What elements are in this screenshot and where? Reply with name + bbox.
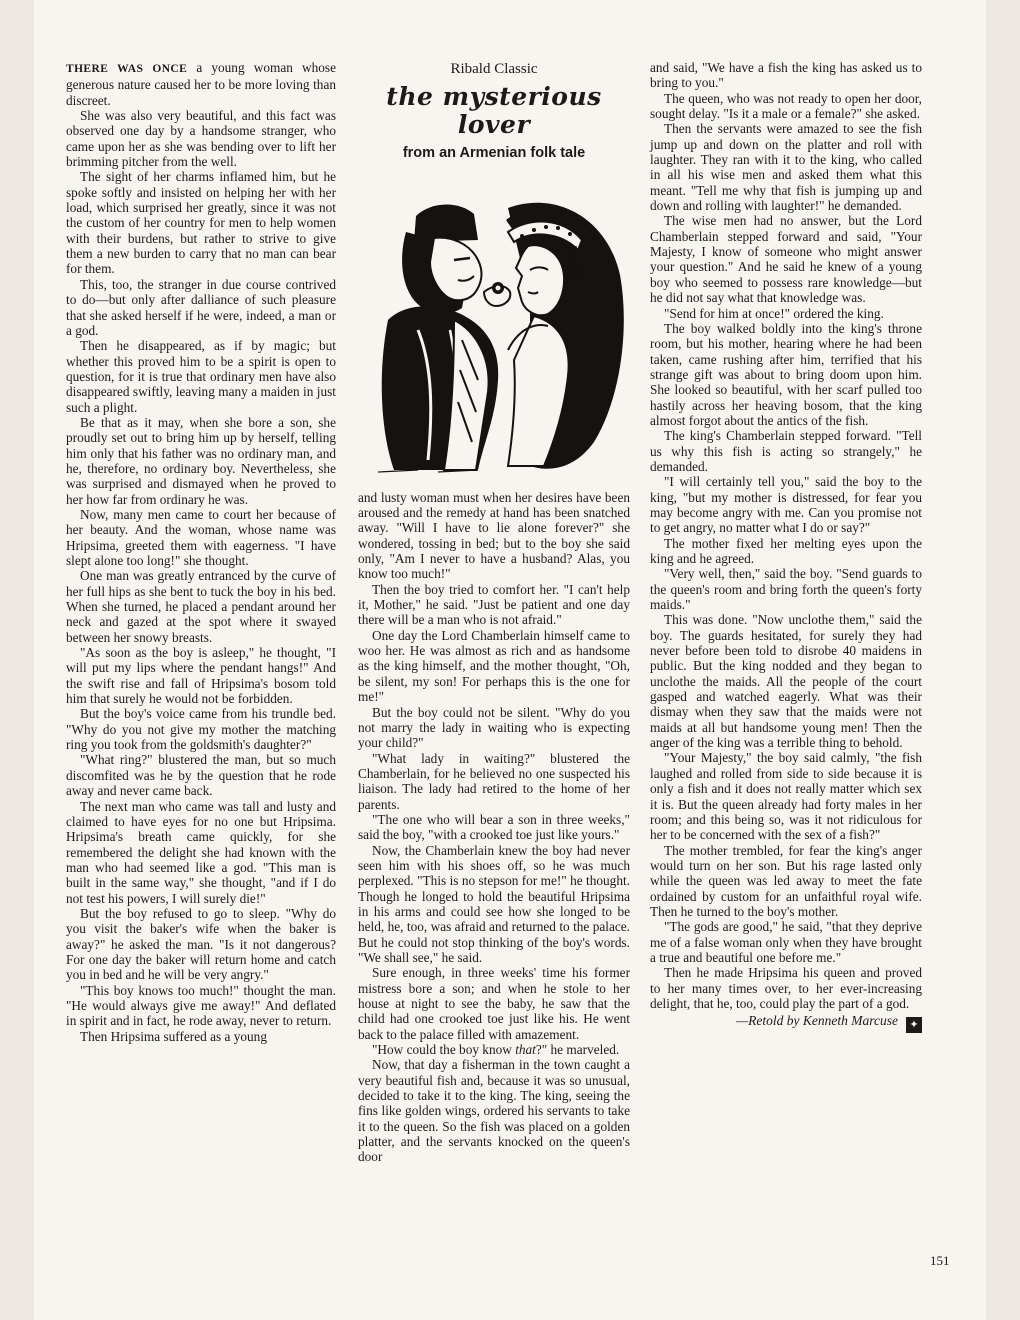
paragraph: Now, the Chamberlain knew the boy had never seen him with his shoes off, so he was much perplexed. "This is no stepson for me!" he thought. Though he longed to hold the beautiful Hripsima in his arms and could see how she longed to be held, he, too, was afraid and returned to the palace. But he could not stop thinking of the boy's words. "We shall see," he said. <box>358 842 630 965</box>
paragraph: and said, "We have a fish the king has asked us to bring to you." <box>650 60 922 91</box>
paragraph: THERE WAS ONCE a young woman whose generous nature caused her to be more loving than discreet. <box>66 60 336 108</box>
paragraph: But the boy's voice came from his trundle bed. "Why do you not give my mother the matching ring you took from the goldsmith's daughter?" <box>66 706 336 753</box>
story-column-3 <box>650 60 922 1033</box>
paragraph: But the boy could not be silent. "Why do you not marry the lady in waiting who is expecting your child?" <box>358 704 630 751</box>
paragraph: "The gods are good," he said, "that they deprive me of a false woman only when they have brought a true and beautiful one before me." <box>650 919 922 965</box>
paragraph: But the boy refused to go to sleep. "Why do you visit the baker's wife when the baker is away?" he asked the man. "Is it not dangerous? For one day the baker will return home and catch you in bed and he will be very angry." <box>66 905 336 983</box>
paragraph: "I will certainly tell you," said the boy to the king, "but my mother is distressed, for fear you may become angry with me. Can you promise not to get angry, no matter what I do or say?" <box>650 474 922 536</box>
paragraph: "Your Majesty," the boy said calmly, "the fish laughed and rolled from side to side because it is only a fish and it does not really matter which sex it is. But the queen already had forty males in her room; and this being so, was it not ridiculous for her to be concerned with the sex of a fish?" <box>650 750 922 843</box>
section-kicker: Ribald Classic <box>450 61 538 77</box>
paragraph: "What lady in waiting?" blustered the Chamberlain, for he believed no one suspected his liaison. The lady had retired to the home of her parents. <box>358 750 630 812</box>
author-signoff: —Retold by Kenneth Marcuse ✦ <box>650 1013 922 1033</box>
paragraph: She was also very beautiful, and this fact was observed one day by a handsome stranger, who came upon her as she was bending over to lift her brimming pitcher from the well. <box>66 108 336 170</box>
paragraph: This was done. "Now unclothe them," said the boy. The guards hesitated, for surely they had never before been told to disrobe 40 maidens in public. But the king nodded and they began to unclothe the maids. All the people of the court gasped and watched eagerly. What was their dismay when they saw that the maids were not maids at all but handsome young men! Then the anger of the king was a terrible thing to behold. <box>650 612 922 751</box>
rabbit-logo-icon: ✦ <box>906 1017 922 1033</box>
paragraph: Sure enough, in three weeks' time his former mistress bore a son; and when he stole to her house at night to see the baby, he saw that the child had one crooked toe just like his. He went back to the palace filled with amazement. <box>358 965 630 1042</box>
paragraph: "This boy knows too much!" thought the man. "He would always give me away!" And deflated in spirit and in fact, he rode away, never to return. <box>66 982 336 1029</box>
paragraph: The sight of her charms inflamed him, but he spoke softly and insisted on helping her with her load, which surprised her greatly, since it was not the custom of her country for men to help women with their burdens, but rather to strive to give them a new burden to carry that no man can bear for them. <box>66 169 336 277</box>
paragraph: The mother trembled, for fear the king's anger would turn on her son. But his rage lasted only while the queen was led away to meet the fate ordained by custom for an unfaithful royal wife. Then he turned to the boy's mother. <box>650 842 922 919</box>
story-header <box>358 62 630 162</box>
paragraph: Now, many men came to court her because of her beauty. And the woman, whose name was Hripsima, greeted them with eagerness. "I have slept alone too long!" she thought. <box>66 506 336 568</box>
lovers-illustration <box>358 180 630 480</box>
paragraph: "As soon as the boy is asleep," he thought, "I will put my lips where the pendant hangs!" And the swift rise and fall of Hripsima's bosom told him that surely he would not be forbidden. <box>66 645 336 707</box>
paragraph: Then the servants were amazed to see the fish jump up and down on the platter and roll with laughter. They ran with it to the king, who called in all his wise men and asked them what this meant. "Tell me why that fish is jumping up and down and rolling with laughter!" he demanded. <box>650 121 922 214</box>
story-subtitle: from an Armenian folk tale <box>402 145 586 162</box>
paragraph: "How could the boy know that?" he marveled. <box>372 1042 620 1058</box>
paragraph: Now, that day a fisherman in the town caught a very beautiful fish and, because it was so unusual, decided to take it to the king. The king, seeing the fins like golden wings, ordered his servants to take it to the queen. So the fish was placed on a golden platter, and the servants knocked on the queen's door <box>358 1057 630 1165</box>
paragraph: Then the boy tried to comfort her. "I can't help it, Mother," he said. "Just be patient and one day there will be a man who is not afraid." <box>358 581 630 628</box>
paragraph: One day the Lord Chamberlain himself came to woo her. He was almost as rich and as handsome as the king himself, and the mother thought, "Oh, be silent, my son! For perhaps this is the one for me!" <box>358 627 630 705</box>
paragraph: The mother fixed her melting eyes upon the king and he agreed. <box>650 535 922 566</box>
paragraph: and lusty woman must when her desires have been aroused and the remedy at hand has been snatched away. "Will I have to lie alone forever?" she wondered, tossing in bed; but to the boy she said only, "Am I never to have a husband? Alas, you know too much!" <box>358 489 630 582</box>
paragraph: Then Hripsima suffered as a young <box>80 1028 267 1044</box>
lead-in: THERE WAS ONCE <box>66 63 188 75</box>
story-column-2 <box>358 60 630 1165</box>
paragraph: "The one who will bear a son in three weeks," said the boy, "with a crooked toe just like yours." <box>358 811 630 843</box>
paragraph: One man was greatly entranced by the curve of her full hips as she bent to tuck the boy in his bed. When she turned, he placed a pendant around her neck and gazed at the spot where it swayed between her snowy breasts. <box>66 568 336 645</box>
paragraph: "What ring?" blustered the man, but so much discomfited was he by the question that he rode away and never came back. <box>66 752 336 799</box>
paragraph: "Send for him at once!" ordered the king. <box>664 305 884 321</box>
paragraph: The wise men had no answer, but the Lord Chamberlain stepped forward and said, "Your Majesty, I know of someone who might answer your question." And he said he knew of a young boy who seemed to possess rare knowledge—but he did not say what that knowledge was. <box>650 213 922 306</box>
paragraph: "Very well, then," said the boy. "Send guards to the queen's room and bring forth the queen's forty maids." <box>650 566 922 613</box>
paragraph: Then he made Hripsima his queen and proved to her many times over, to her ever-increasing delight, that he, too, could play the part of a god. <box>650 965 922 1011</box>
paragraph: The boy walked boldly into the king's throne room, but his mother, hearing where he had been taken, came rushing after him, terrified that his strange gift was about to bring doom upon him. She looked so beautiful, with her scarf pulled too hastily across her heaving bosom, that the king almost forgot about the antics of the fish. <box>650 320 922 428</box>
magazine-page <box>34 0 986 1320</box>
paragraph: Be that as it may, when she bore a son, she proudly set out to bring him up by herself, telling him only that his father was no ordinary man, and he, therefore, no ordinary boy. Nevertheless, she was surprised and dismayed when he proved to her how far from ordinary he was. <box>66 414 336 507</box>
paragraph: Then he disappeared, as if by magic; but whether this proved him to be a spirit is open to question, for it is true that ordinary men have also disappeared swiftly, leaving many a maiden in just such a plight. <box>66 338 336 415</box>
story-title: the mysterious lover <box>386 82 602 140</box>
paragraph: This, too, the stranger in due course contrived to do—but only after dalliance of such pleasure that she asked herself if he were, indeed, a man or a god. <box>66 276 336 338</box>
emphasis: that <box>515 1042 536 1058</box>
paragraph: The king's Chamberlain stepped forward. "Tell us why this fish is acting so strangely," he demanded. <box>650 428 922 474</box>
story-column-1 <box>66 60 336 1044</box>
paragraph: The next man who came was tall and lusty and claimed to have eyes for no one but Hripsima. Hripsima's breath came quickly, for she remembered the delight she had known with the man who had seemed like a god. "This man is built in the same way," she thought, "and if I do not test his powers, I will surely die!" <box>66 798 336 906</box>
paragraph: The queen, who was not ready to open her door, sought delay. "Is it a male or a female?" she asked. <box>650 90 922 122</box>
page-number: 151 <box>930 1253 950 1268</box>
